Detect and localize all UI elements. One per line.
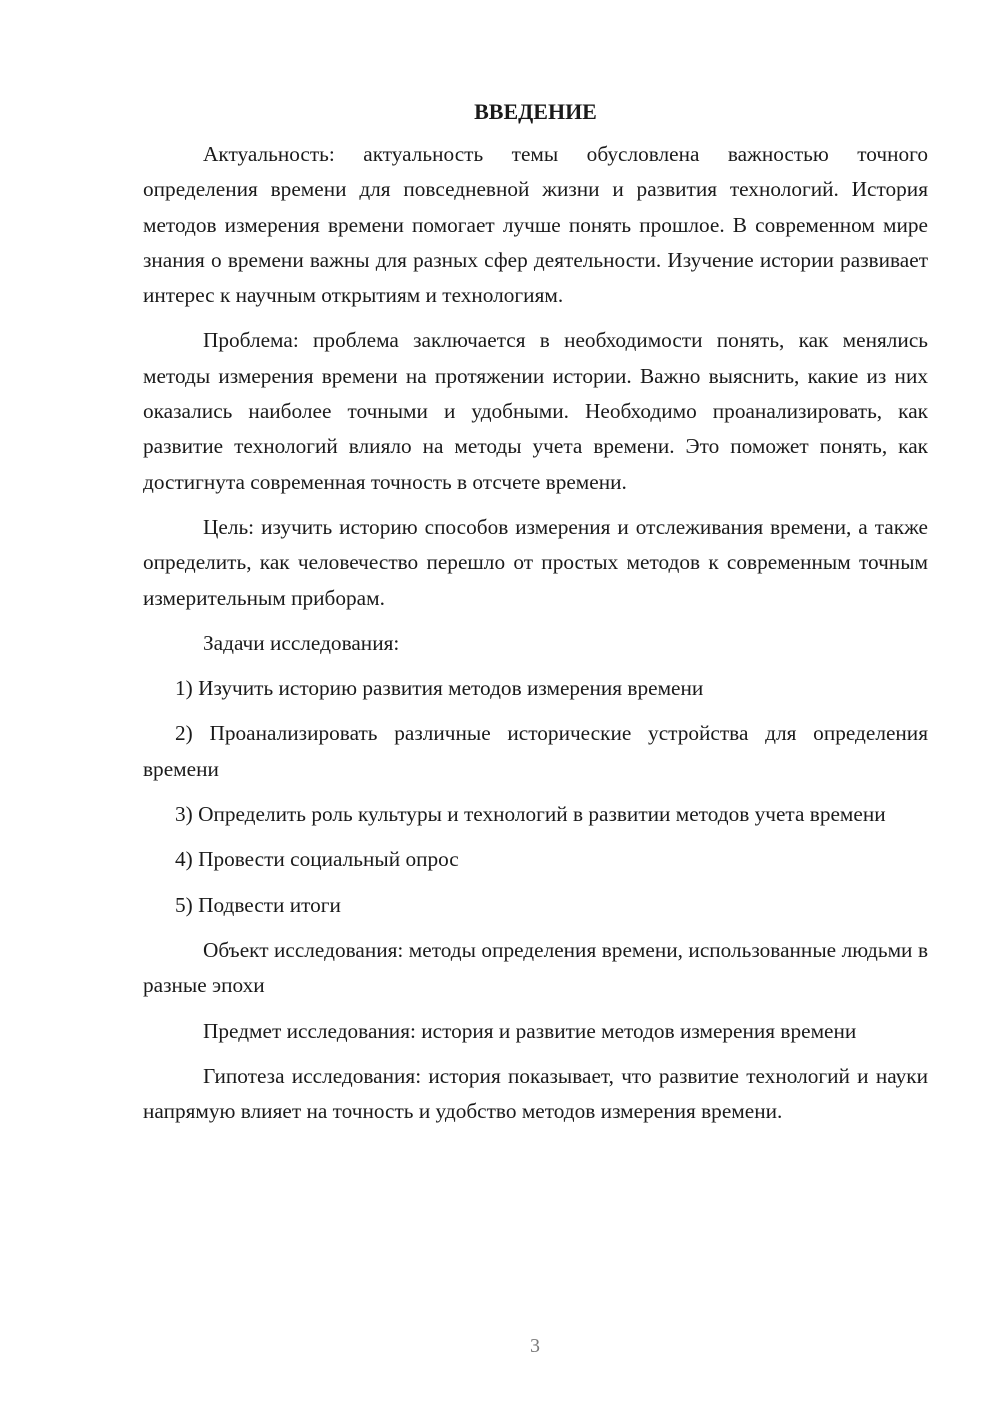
subject-paragraph: Предмет исследования: история и развитие методов измерения времени: [203, 1018, 857, 1043]
relevance-paragraph: Актуальность: актуальность темы обусловлена важностью точного определения времени для повседневной жизни и развития технологий. История методов измерения времени помогает лучше понять прошлое. В современном мире знания о времени важны для разных сфер деятельности. Изучение истории развивает интерес к научным открытиям и технологиям.: [143, 142, 928, 308]
task-item: 1) Изучить историю развития методов измерения времени: [175, 676, 704, 701]
task-item: 3) Определить роль культуры и технологий в развитии методов учета времени: [175, 802, 886, 827]
page-number: 3: [530, 1335, 540, 1357]
task-item: 5) Подвести итоги: [175, 892, 341, 917]
tasks-title: Задачи исследования:: [203, 630, 400, 655]
page-content: [143, 94, 928, 1139]
task-item: 2) Проанализировать различные исторические устройства для определения времени: [143, 721, 928, 781]
goal-paragraph: Цель: изучить историю способов измерения и отслеживания времени, а также определить, как человечество перешло от простых методов к современным точным измерительным приборам.: [143, 514, 928, 610]
object-paragraph: Объект исследования: методы определения времени, использованные людьми в разные эпохи: [143, 937, 928, 998]
hypothesis-paragraph: Гипотеза исследования: история показывает, что развитие технологий и науки напрямую влияет на точность и удобство методов измерения времени.: [143, 1063, 928, 1124]
task-item: 4) Провести социальный опрос: [175, 847, 459, 872]
section-heading: ВВЕДЕНИЕ: [474, 99, 597, 124]
problem-paragraph: Проблема: проблема заключается в необходимости понять, как менялись методы измерения времени на протяжении истории. Важно выяснить, какие из них оказались наиболее точными и удобными. Необходимо проанализировать, как развитие технологий влияло на методы учета времени. Это поможет понять, как достигнута современная точность в отсчете времени.: [143, 328, 928, 494]
